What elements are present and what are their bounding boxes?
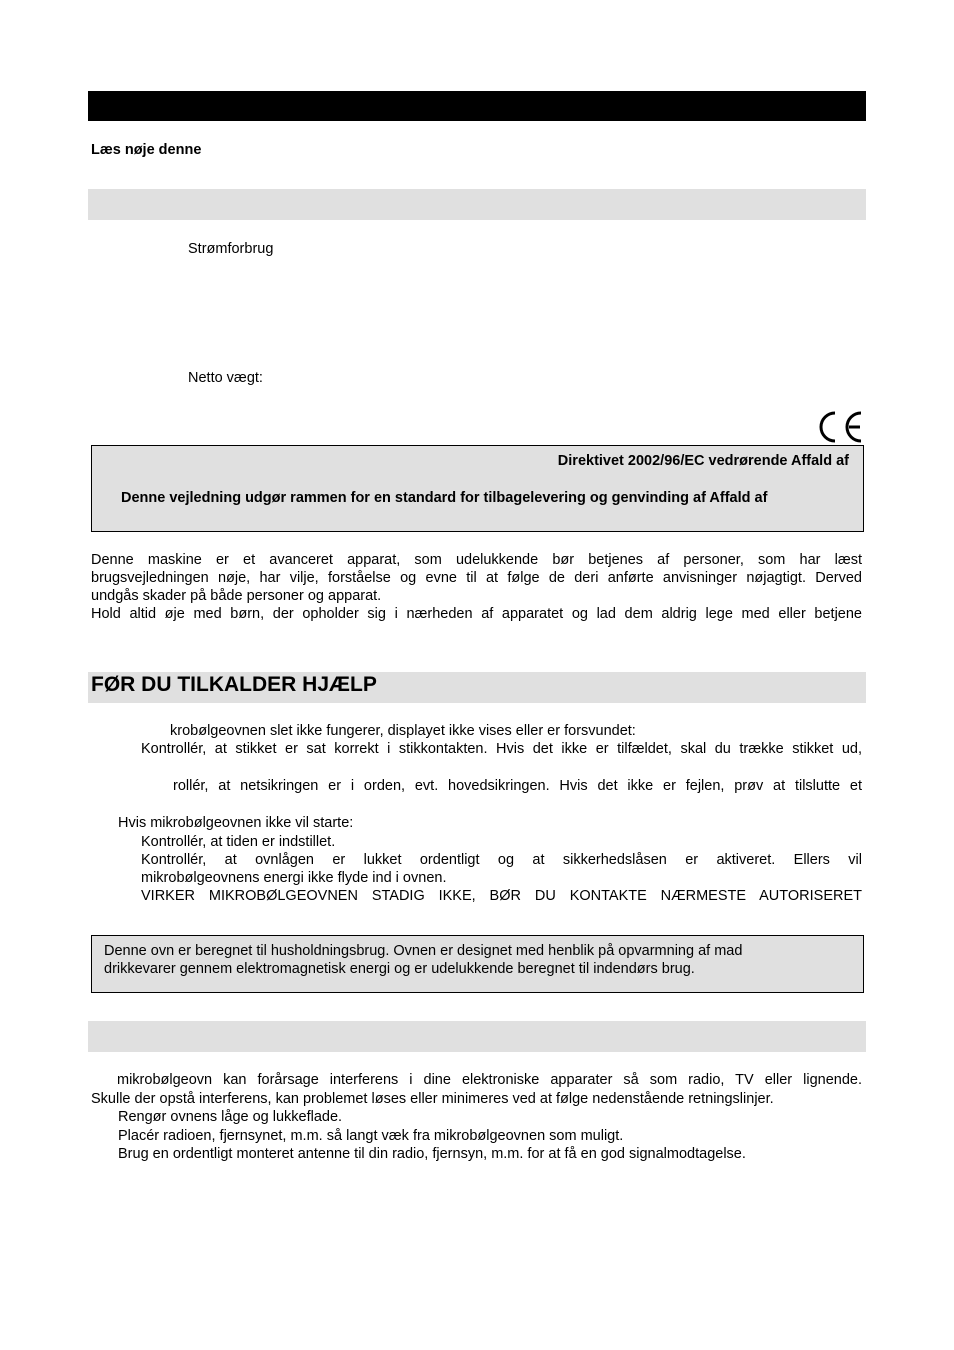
- section-band-specs: [88, 189, 866, 220]
- warning-paragraph: [91, 551, 862, 623]
- help-line: Kontrollér, at ovnlågen er lukket ordentligt og at sikkerhedslåsen er aktiveret. Ellers vil: [141, 852, 862, 868]
- help-line: Hvis mikrobølgeovnen ikke vil starte:: [118, 815, 354, 831]
- intro-heading: Læs nøje denne: [91, 142, 202, 158]
- usage-line: drikkevarer gennem elektromagnetisk energi og er udelukkende beregnet til indendørs brug.: [104, 961, 695, 977]
- help-line: VIRKER MIKROBØLGEOVNEN STADIG IKKE, BØR DU KONTAKTE NÆRMESTE AUTORISERET: [141, 888, 862, 904]
- warning-line: Hold altid øje med børn, der opholder sig i nærheden af apparatet og lad dem aldrig lege med eller betjene: [91, 606, 862, 622]
- warning-line: brugsvejledningen nøje, har vilje, forståelse og evne til at følge de deri anførte anvisninger nøjagtigt. Derved: [91, 570, 862, 586]
- help-line: Kontrollér, at stikket er sat korrekt i stikkontakten. Hvis det ikke er tilfældet, skal du trække stikket ud,: [141, 741, 862, 757]
- interference-line: Brug en ordentligt monteret antenne til din radio, fjernsyn, m.m. for at få en god signalmodtagelse.: [118, 1146, 746, 1162]
- weee-notice-box: [91, 445, 864, 532]
- usage-notice-box: [91, 935, 864, 993]
- weee-directive-line: Direktivet 2002/96/EC vedrørende Affald af: [557, 453, 849, 469]
- interference-line: Rengør ovnens låge og lukkeflade.: [118, 1109, 343, 1125]
- header-bar: [88, 91, 866, 121]
- help-line: mikrobølgeovnens energi ikke flyde ind i ovnen.: [141, 870, 447, 886]
- help-section-title: FØR DU TILKALDER HJÆLP: [91, 673, 377, 696]
- help-line: krobølgeovnen slet ikke fungerer, displayet ikke vises eller er forsvundet:: [170, 723, 636, 739]
- power-consumption-label: Strømforbrug: [188, 241, 274, 257]
- warning-line: undgås skader på både personer og apparat.: [91, 588, 382, 604]
- usage-line: Denne ovn er beregnet til husholdningsbrug. Ovnen er designet med henblik på opvarmning af mad: [104, 943, 743, 959]
- ce-mark-icon: [815, 410, 865, 444]
- interference-line: mikrobølgeovn kan forårsage interferens i dine elektroniske apparater så som radio, TV eller lignende.: [117, 1072, 862, 1088]
- warning-line: Denne maskine er et avanceret apparat, som udelukkende bør betjenes af personer, som har læst: [91, 552, 862, 568]
- net-weight-label: Netto vægt:: [188, 370, 263, 386]
- interference-line: Placér radioen, fjernsynet, m.m. så langt væk fra mikrobølgeovnen som muligt.: [118, 1128, 624, 1144]
- weee-framework-line: Denne vejledning udgør rammen for en standard for tilbagelevering og genvinding af Affald af: [121, 490, 768, 506]
- help-line: rollér, at netsikringen er i orden, evt. hovedsikringen. Hvis det ikke er fejlen, prøv at tilslutte et: [173, 778, 862, 794]
- section-band-interference: [88, 1021, 866, 1052]
- help-line: Kontrollér, at tiden er indstillet.: [141, 834, 336, 850]
- interference-line: Skulle der opstå interferens, kan problemet løses eller minimeres ved at følge nedenstående retningslinjer.: [91, 1091, 774, 1107]
